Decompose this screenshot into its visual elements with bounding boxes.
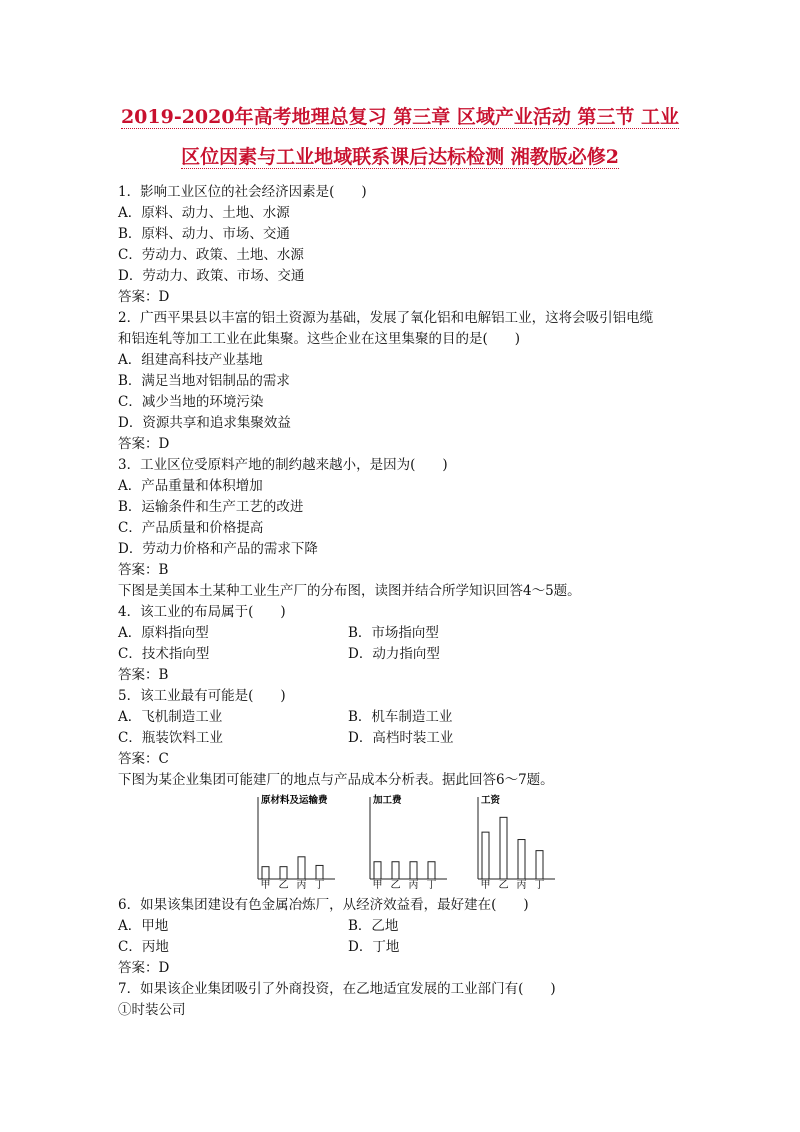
q2-stem-2: 和铝连轧等加工工业在此集聚。这些企业在这里集聚的目的是( ) — [118, 331, 521, 347]
bar-1 — [262, 867, 269, 879]
x-tick-label: 丙 — [408, 880, 419, 889]
chart-title: 工资 — [481, 795, 501, 806]
q2-stem-1: 2．广西平果县以丰富的铝土资源为基础，发展了氧化铝和电解铝工业，这将会吸引铝电缆 — [118, 310, 654, 326]
bar-1 — [374, 862, 381, 879]
x-tick-label: 甲 — [372, 880, 383, 889]
intro-q4-5: 下图是美国本土某种工业生产厂的分布图，读图并结合所学知识回答4～5题。 — [118, 583, 581, 599]
q3-option-b: B．运输条件和生产工艺的改进 — [118, 499, 304, 515]
q1-option-b: B．原料、动力、市场、交通 — [118, 226, 290, 242]
q4-option-b: B．市场指向型 — [348, 625, 439, 641]
bar-3 — [298, 857, 305, 879]
q2-answer: 答案：D — [118, 436, 170, 452]
x-tick-label: 丁 — [314, 880, 325, 889]
q4-stem: 4．该工业的布局属于( ) — [118, 604, 286, 620]
bar-1 — [482, 832, 489, 879]
q4-option-c: C．技术指向型 — [118, 646, 210, 662]
q6-stem: 6．如果该集团建设有色金属冶炼厂，从经济效益看，最好建在( ) — [118, 897, 529, 913]
q5-answer: 答案：C — [118, 751, 169, 767]
intro-q6-7: 下图为某企业集团可能建厂的地点与产品成本分析表。据此回答6～7题。 — [118, 772, 554, 788]
chart-wages — [470, 791, 560, 889]
bar-2 — [500, 817, 507, 879]
q3-option-d: D．劳动力价格和产品的需求下降 — [118, 541, 318, 557]
q4-answer: 答案：B — [118, 667, 169, 683]
chart-raw-material — [250, 791, 340, 889]
q1-option-d: D．劳动力、政策、市场、交通 — [118, 268, 305, 284]
q3-option-c: C．产品质量和价格提高 — [118, 520, 264, 536]
q2-option-d: D．资源共享和追求集聚效益 — [118, 415, 291, 431]
q5-option-a: A．飞机制造工业 — [118, 709, 223, 725]
q2-option-b: B．满足当地对铝制品的需求 — [118, 373, 290, 389]
q1-stem: 1．影响工业区位的社会经济因素是( ) — [118, 184, 367, 200]
x-tick-label: 丙 — [296, 880, 307, 889]
q5-option-d: D．高档时装工业 — [348, 730, 454, 746]
x-tick-label: 甲 — [480, 880, 491, 889]
bar-3 — [518, 840, 525, 879]
q1-option-c: C．劳动力、政策、土地、水源 — [118, 247, 304, 263]
q3-stem: 3．工业区位受原料产地的制约越来越小，是因为( ) — [118, 457, 448, 473]
x-tick-label: 丁 — [534, 880, 545, 889]
bar-2 — [392, 862, 399, 879]
bar-4 — [316, 865, 323, 879]
chart-processing — [362, 791, 452, 889]
bar-3 — [410, 862, 417, 879]
q7-item-1: ①时装公司 — [118, 1002, 186, 1018]
x-tick-label: 丁 — [426, 880, 437, 889]
doc-title-line2: 区位因素与工业地域联系课后达标检测 湘教版必修2 — [181, 146, 619, 168]
q5-option-c: C．瓶装饮料工业 — [118, 730, 223, 746]
q4-option-d: D．动力指向型 — [348, 646, 440, 662]
doc-title-line1: 2019-2020年高考地理总复习 第三章 区域产业活动 第三节 工业 — [120, 106, 680, 128]
x-tick-label: 丙 — [516, 880, 527, 889]
q2-option-a: A．组建高科技产业基地 — [118, 352, 263, 368]
q6-option-c: C．丙地 — [118, 939, 169, 955]
bar-4 — [536, 851, 543, 879]
bar-4 — [428, 862, 435, 879]
x-tick-label: 甲 — [260, 880, 271, 889]
chart-title: 原材料及运输费 — [261, 795, 328, 806]
q3-option-a: A．产品重量和体积增加 — [118, 478, 263, 494]
q6-option-a: A．甲地 — [118, 918, 169, 934]
q1-option-a: A．原料、动力、土地、水源 — [118, 205, 290, 221]
q5-stem: 5．该工业最有可能是( ) — [118, 688, 286, 704]
q6-option-d: D．丁地 — [348, 939, 400, 955]
x-tick-label: 乙 — [278, 880, 289, 889]
x-tick-label: 乙 — [390, 880, 401, 889]
q4-option-a: A．原料指向型 — [118, 625, 209, 641]
q6-option-b: B．乙地 — [348, 918, 399, 934]
q7-stem: 7．如果该企业集团吸引了外商投资，在乙地适宜发展的工业部门有( ) — [118, 981, 556, 997]
x-tick-label: 乙 — [498, 880, 509, 889]
q2-option-c: C．减少当地的环境污染 — [118, 394, 264, 410]
q6-answer: 答案：D — [118, 960, 170, 976]
q5-option-b: B．机车制造工业 — [348, 709, 453, 725]
bar-2 — [280, 867, 287, 879]
q1-answer: 答案：D — [118, 289, 170, 305]
chart-title: 加工费 — [373, 795, 402, 806]
q3-answer: 答案：B — [118, 562, 169, 578]
